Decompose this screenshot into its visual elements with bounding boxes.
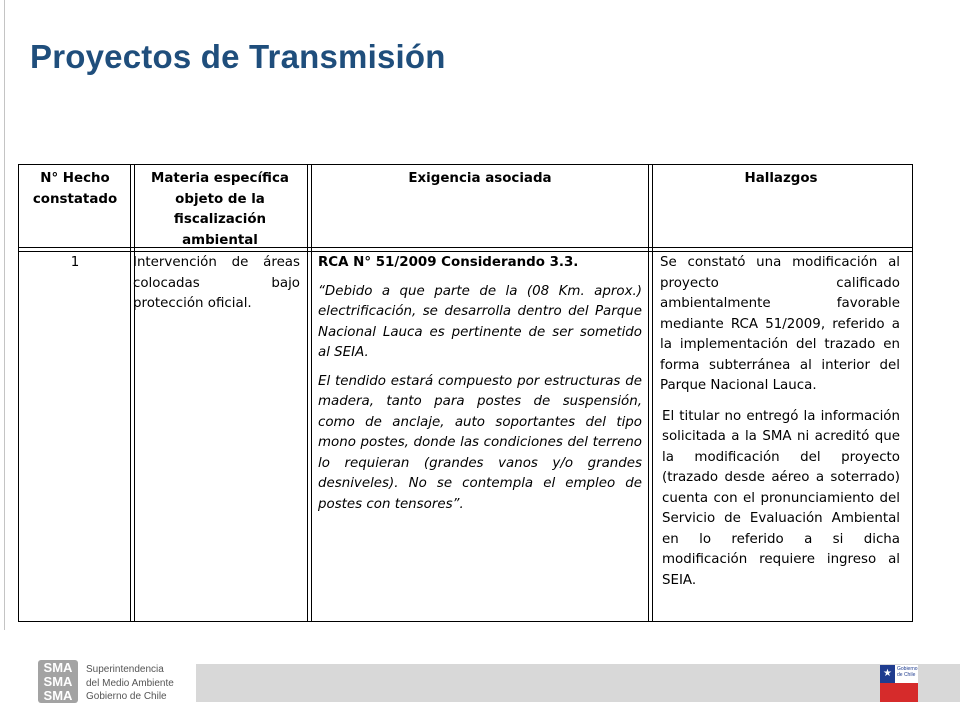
header-materia: Materia específica objeto de la fiscalización ambiental [151,171,289,248]
left-border-line [4,0,5,630]
column-divider [130,165,135,621]
hallazgo-paragraph-1: Se constató una modificación al proyecto calificado ambientalmente favorable mediante RCA 51/2009, referido a la implementación del trazado en forma subterránea al interior del Parque Nacional Lauca. [660,255,900,393]
hallazgos-cell [660,253,900,599]
findings-table [18,164,913,622]
exigencia-heading: RCA N° 51/2009 Considerando 3.3. [318,255,579,270]
header-exigencia: Exigencia asociada [408,171,552,186]
government-logo: ★ Gobierno de Chile [880,665,918,702]
star-icon: ★ [883,668,892,679]
header-hecho: N° Hecho constatado [32,171,118,207]
exigencia-cell [318,253,642,523]
exigencia-paragraph-1: “Debido a que parte de la (08 Km. aprox.) electrificación, se desarrolla dentro del Parque Nacional Lauca es pertinente de ser sometido al SEIA. [318,283,642,360]
hallazgo-paragraph-2: El titular no entregó la información solicitada a la SMA ni acreditó que la modificación del proyecto (trazado desde aéreo a soterrado) cuenta con el pronunciamiento del Servicio de Evaluación Ambiental en lo referido a si dicha modificación requiere ingreso al SEIA. [662,408,900,588]
slide-title: Proyectos de Transmisión [30,38,446,75]
footer-bar [196,664,960,702]
organization-name: Superintendencia del Medio Ambiente Gobierno de Chile [86,664,174,702]
column-divider [307,165,312,621]
header-hallazgos: Hallazgos [744,171,818,186]
row-number: 1 [70,255,80,270]
sma-logo: SMA SMA SMA [38,660,78,703]
column-divider [648,165,653,621]
exigencia-paragraph-2: El tendido estará compuesto por estructuras de madera, tanto para postes de suspensión, como de anclaje, auto soportantes del tipo mono postes, donde las condiciones del terreno lo requieran (grandes vanos y/o grandes desniveles). No se contempla el empleo de postes con tensores”. [318,373,642,512]
materia-text: Intervención de áreas colocadas bajo protección oficial. [133,255,300,311]
